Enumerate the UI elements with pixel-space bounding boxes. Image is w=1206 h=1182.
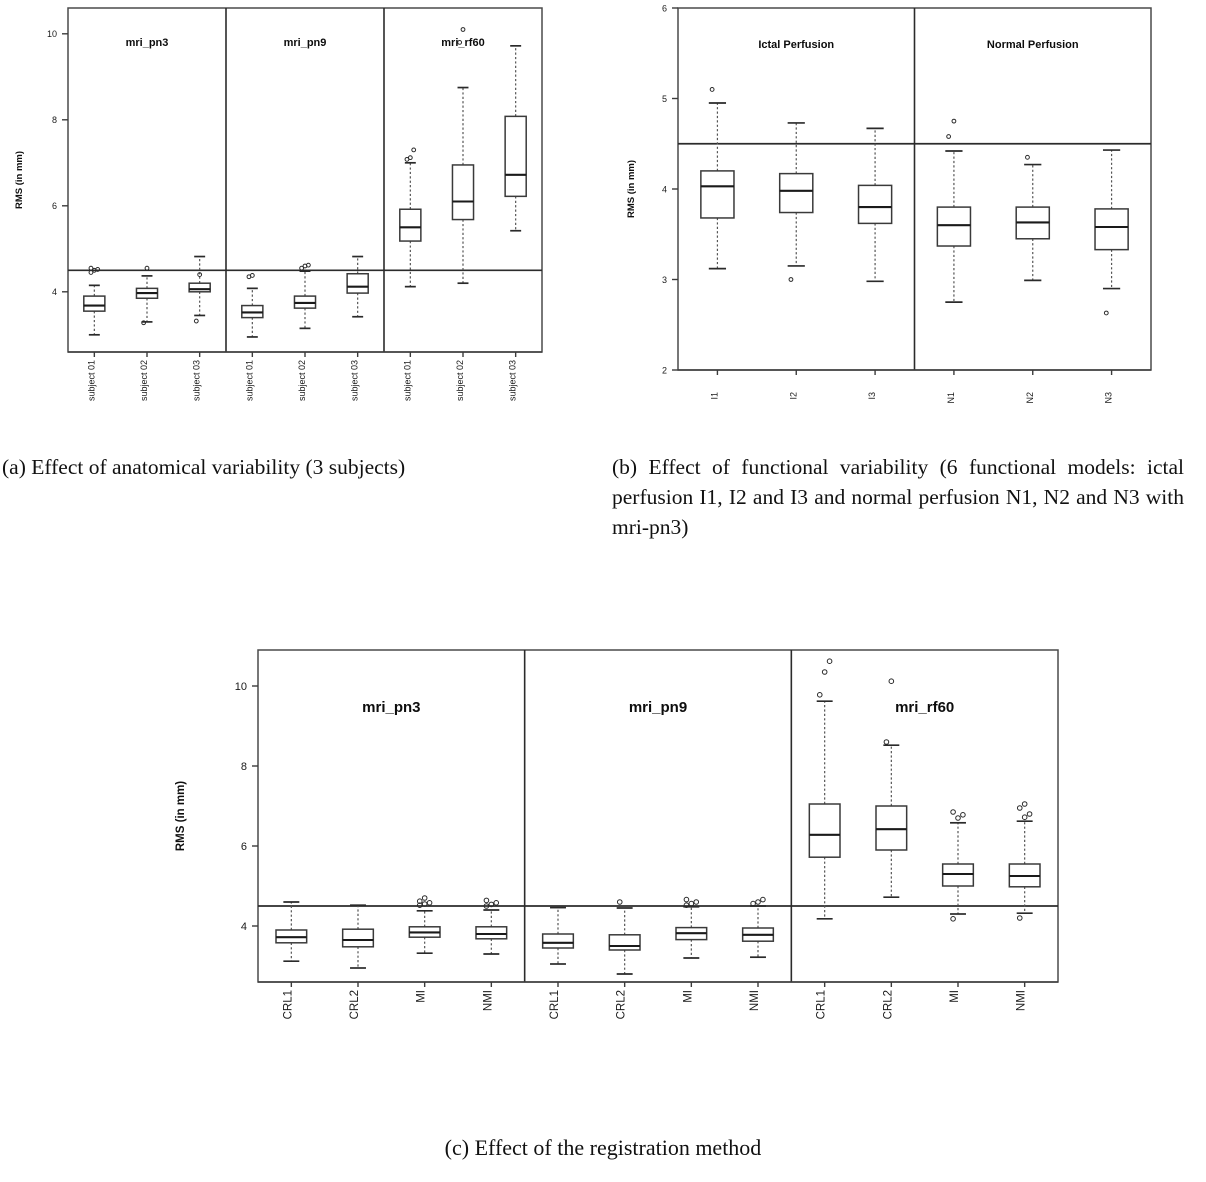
y-tick-label-6: 6 — [51, 201, 57, 212]
outlier-point — [947, 135, 951, 139]
outlier-point — [756, 900, 761, 905]
box-iqr — [452, 165, 473, 220]
outlier-point — [1026, 155, 1030, 159]
x-tick-label-CRL1: CRL1 — [815, 990, 828, 1020]
outlier-point — [817, 693, 822, 698]
outlier-point — [194, 319, 198, 323]
boxplot-mri_rf60-MI — [943, 810, 974, 921]
boxplot-mri_pn9-CRL2 — [609, 900, 640, 974]
box-iqr — [189, 283, 210, 292]
x-tick-label-N2: N2 — [1024, 392, 1035, 404]
boxplot-mri_rf60-NMI — [1009, 802, 1040, 921]
box-iqr — [859, 185, 892, 223]
box-iqr — [476, 927, 507, 939]
outlier-point — [1027, 812, 1032, 817]
x-tick-label-subject-02: subject 02 — [139, 360, 149, 402]
y-tick-label-8: 8 — [51, 115, 57, 126]
caption-a: (a) Effect of anatomical variability (3 subjects) — [2, 455, 406, 479]
box-iqr — [543, 934, 574, 948]
outlier-point — [956, 816, 961, 821]
outlier-point — [427, 901, 432, 906]
x-tick-label-subject-01: subject 01 — [86, 360, 97, 402]
boxplot-mri_rf60-CRL1 — [809, 659, 840, 919]
boxplot-Normal Perfusion-N1 — [937, 119, 970, 302]
boxplot-Ictal Perfusion-I1 — [701, 88, 734, 269]
outlier-point — [494, 901, 499, 906]
outlier-point — [961, 813, 966, 818]
y-tick-label-4: 4 — [661, 184, 667, 195]
x-tick-label-MI: MI — [415, 990, 428, 1003]
outlier-point — [1022, 802, 1027, 807]
box-iqr — [1095, 209, 1128, 250]
outlier-point — [951, 917, 956, 922]
box-iqr — [937, 207, 970, 246]
outlier-point — [1017, 916, 1022, 921]
outlier-point — [710, 88, 714, 92]
panel-b-functional-variability — [606, 0, 1206, 430]
outlier-point — [422, 896, 427, 901]
outlier-point — [951, 810, 956, 815]
x-tick-label-MI: MI — [949, 990, 961, 1003]
boxplot-mri_rf60-subject-01 — [400, 148, 421, 287]
outlier-point — [250, 274, 254, 278]
y-tick-label-6: 6 — [240, 841, 247, 853]
outlier-point — [684, 897, 689, 902]
box-iqr — [609, 935, 640, 950]
box-iqr — [347, 274, 368, 293]
x-tick-label-CRL2: CRL2 — [615, 990, 628, 1020]
x-tick-label-NMI: NMI — [1015, 990, 1028, 1012]
x-tick-label-subject-02: subject 02 — [297, 360, 307, 402]
group-label-Ictal Perfusion: Ictal Perfusion — [758, 39, 835, 51]
x-tick-label-CRL1: CRL1 — [282, 990, 295, 1020]
panel-c-svg — [150, 640, 1080, 1090]
outlier-point — [484, 898, 489, 903]
outlier-point — [1104, 311, 1108, 315]
y-axis-label: RMS (in mm) — [14, 150, 25, 210]
outlier-point — [761, 897, 766, 902]
group-label-mri_pn9: mri_pn9 — [283, 37, 327, 49]
boxplot-mri_pn9-subject-03 — [347, 257, 368, 317]
outlier-point — [1022, 815, 1027, 820]
x-tick-label-I3: I3 — [867, 392, 878, 400]
boxplot-mri_pn3-subject-01 — [84, 266, 105, 335]
boxplot-mri_pn3-subject-03 — [189, 257, 210, 323]
boxplot-mri_pn9-subject-01 — [242, 274, 263, 337]
caption-b: (b) Effect of functional variability (6 functional models: ictal perfusion I1, I2 and I3 and normal perfusion N1, N2 and N3 with mri-pn3) — [612, 455, 1184, 539]
boxplot-mri_pn3-subject-02 — [136, 266, 157, 324]
box-iqr — [780, 174, 813, 213]
group-label-mri_pn3: mri_pn3 — [125, 37, 169, 49]
box-iqr — [876, 806, 907, 850]
y-axis-label: RMS (in mm) — [626, 159, 637, 219]
box-iqr — [809, 804, 840, 857]
x-tick-label-subject-01: subject 01 — [244, 360, 255, 402]
outlier-point — [1017, 806, 1022, 811]
box-iqr — [84, 296, 105, 311]
outlier-point — [952, 119, 956, 123]
outlier-point — [827, 659, 832, 664]
x-tick-label-CRL2: CRL2 — [882, 990, 895, 1020]
outlier-point — [694, 900, 699, 905]
panel-c-registration-method — [150, 640, 1080, 1090]
outlier-point — [408, 156, 412, 160]
outlier-point — [461, 28, 465, 32]
boxplot-mri_rf60-subject-02 — [452, 28, 473, 284]
y-tick-label-10: 10 — [46, 29, 57, 40]
x-tick-label-CRL2: CRL2 — [349, 990, 361, 1020]
boxplot-mri_pn3-CRL2 — [343, 905, 374, 968]
boxplot-mri_pn3-CRL1 — [276, 902, 307, 961]
panel-a-anatomical-variability — [0, 0, 600, 430]
panel-a-svg — [0, 0, 600, 430]
outlier-point — [884, 740, 889, 745]
boxplot-mri_pn9-CRL1 — [543, 908, 574, 964]
y-axis-label: RMS (in mm) — [175, 780, 187, 852]
y-tick-label-4: 4 — [240, 921, 247, 933]
boxplot-mri_pn9-subject-02 — [294, 263, 315, 328]
outlier-point — [822, 670, 827, 675]
boxplot-mri_rf60-subject-03 — [505, 46, 526, 231]
boxplot-Normal Perfusion-N3 — [1095, 150, 1128, 315]
group-label-mri_pn3: mri_pn3 — [362, 699, 421, 716]
box-iqr — [701, 171, 734, 218]
y-tick-label-5: 5 — [661, 93, 667, 104]
boxplot-Ictal Perfusion-I3 — [859, 128, 892, 281]
boxplot-Normal Perfusion-N2 — [1016, 155, 1049, 280]
panel-b-svg — [606, 0, 1206, 430]
x-tick-label-MI: MI — [682, 990, 695, 1003]
boxplot-mri_pn3-MI — [409, 896, 440, 954]
outlier-point — [412, 148, 416, 152]
x-tick-label-NMI: NMI — [482, 990, 495, 1012]
x-tick-label-CRL1: CRL1 — [549, 990, 561, 1020]
y-tick-label-10: 10 — [234, 681, 247, 693]
x-tick-label-subject-03: subject 03 — [191, 360, 202, 402]
x-tick-label-I1: I1 — [709, 392, 720, 400]
x-tick-label-subject-03: subject 03 — [349, 360, 360, 402]
y-tick-label-8: 8 — [240, 761, 247, 773]
outlier-point — [889, 679, 894, 684]
x-tick-label-subject-03: subject 03 — [507, 360, 518, 402]
x-tick-label-subject-02: subject 02 — [455, 360, 465, 402]
x-tick-label-NMI: NMI — [749, 990, 761, 1012]
box-iqr — [343, 929, 374, 947]
x-tick-label-N1: N1 — [945, 392, 956, 404]
box-iqr — [400, 209, 421, 241]
group-label-mri_rf60: mri_rf60 — [895, 699, 955, 716]
boxplot-Ictal Perfusion-I2 — [780, 123, 813, 281]
group-label-mri_rf60: mri_rf60 — [441, 37, 485, 49]
y-tick-label-6: 6 — [661, 3, 667, 14]
x-tick-label-subject-01: subject 01 — [402, 360, 413, 402]
outlier-point — [789, 278, 793, 282]
caption-c: (c) Effect of the registration method — [444, 1135, 762, 1160]
outlier-point — [617, 900, 622, 905]
box-iqr — [505, 116, 526, 196]
x-tick-label-I2: I2 — [788, 392, 799, 400]
y-tick-label-2: 2 — [661, 365, 667, 376]
y-tick-label-3: 3 — [661, 274, 667, 285]
group-label-Normal Perfusion: Normal Perfusion — [986, 39, 1079, 51]
group-label-mri_pn9: mri_pn9 — [628, 699, 688, 716]
x-tick-label-N3: N3 — [1103, 392, 1114, 404]
y-tick-label-4: 4 — [51, 287, 57, 298]
